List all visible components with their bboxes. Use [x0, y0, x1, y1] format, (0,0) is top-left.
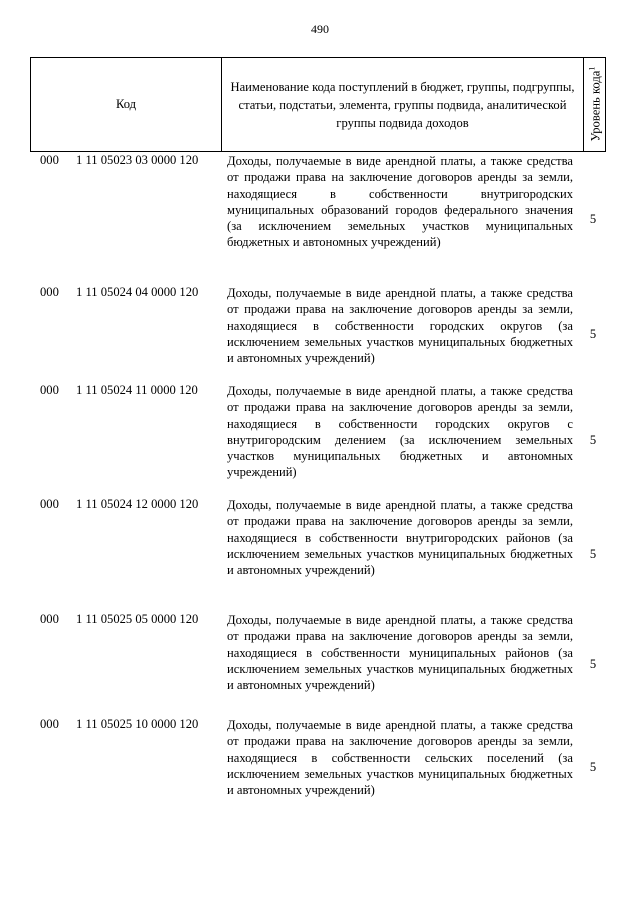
row-group: 000 [40, 383, 59, 397]
row-name: Доходы, получаемые в виде арендной платы, а также средства от продажи права на заключение договоров аренды за земли, находящиеся в собственности сельских поселений (за исключением земельных участков муниципальных бюджетных и автономных учреждений) [227, 718, 573, 798]
row-name: Доходы, получаемые в виде арендной платы, а также средства от продажи права на заключение договоров аренды за земли, находящиеся в собственности внутригородских районов (за исключением земельных участков муниципальных бюджетных и автономных учреждений) [227, 498, 573, 578]
row-name: Доходы, получаемые в виде арендной платы, а также средства от продажи права на заключение договоров аренды за земли, находящиеся в собственности внутригородских муниципальных образований городов федерального значения (за исключением земельных участков муниципальных бюджетных и автономных учреждений) [227, 154, 573, 250]
header-code-label: Код [115, 97, 137, 111]
row-code: 1 11 05025 05 0000 120 [76, 612, 199, 626]
header-name [222, 58, 583, 151]
row-level: 5 [589, 432, 597, 447]
table-header [30, 57, 606, 152]
row-level: 5 [589, 211, 597, 226]
table-row [30, 497, 606, 612]
header-level-label [587, 67, 603, 142]
table-row [30, 612, 606, 717]
row-group: 000 [40, 497, 59, 511]
row-name: Доходы, получаемые в виде арендной платы, а также средства от продажи права на заключение договоров аренды за земли, находящиеся в собственности муниципальных районов (за исключением земельных участков муниципальных бюджетных и автономных учреждений) [227, 613, 573, 693]
table-row [30, 383, 606, 497]
row-code: 1 11 05024 04 0000 120 [76, 285, 199, 299]
header-level-text: Уровень кода [588, 71, 603, 142]
row-level: 5 [589, 657, 597, 671]
row-name: Доходы, получаемые в виде арендной платы, а также средства от продажи права на заключение договоров аренды за земли, находящиеся в собственности городских округов (за исключением земельных участков муниципальных бюджетных и автономных учреждений) [227, 286, 573, 366]
footnote-marker: 1 [586, 67, 596, 72]
row-level: 5 [589, 326, 597, 341]
row-group: 000 [40, 153, 59, 167]
row-level: 5 [589, 759, 597, 774]
table-body [30, 153, 606, 817]
row-group: 000 [40, 285, 59, 299]
table-row [30, 285, 606, 383]
page-number: 490 [311, 22, 329, 36]
header-level [584, 58, 606, 151]
row-name: Доходы, получаемые в виде арендной платы, а также средства от продажи права на заключение договоров аренды за земли, находящиеся в собственности городских округов с внутригородским делением (за исключением земельных участков муниципальных бюджетных и автономных учреждений) [227, 384, 573, 480]
row-group: 000 [40, 612, 59, 626]
row-level: 5 [589, 547, 597, 561]
row-group: 000 [40, 717, 59, 731]
header-code [31, 58, 221, 151]
header-name-label: Наименование кода поступлений в бюджет, группы, подгруппы, статьи, подстатьи, элемента, группы подвида, аналитической группы подвида доходов [230, 79, 575, 130]
row-code: 1 11 05023 03 0000 120 [76, 153, 199, 167]
table-row [30, 153, 606, 285]
table-row [30, 717, 606, 817]
row-code: 1 11 05025 10 0000 120 [76, 717, 199, 731]
row-code: 1 11 05024 11 0000 120 [76, 383, 198, 397]
row-code: 1 11 05024 12 0000 120 [76, 497, 199, 511]
